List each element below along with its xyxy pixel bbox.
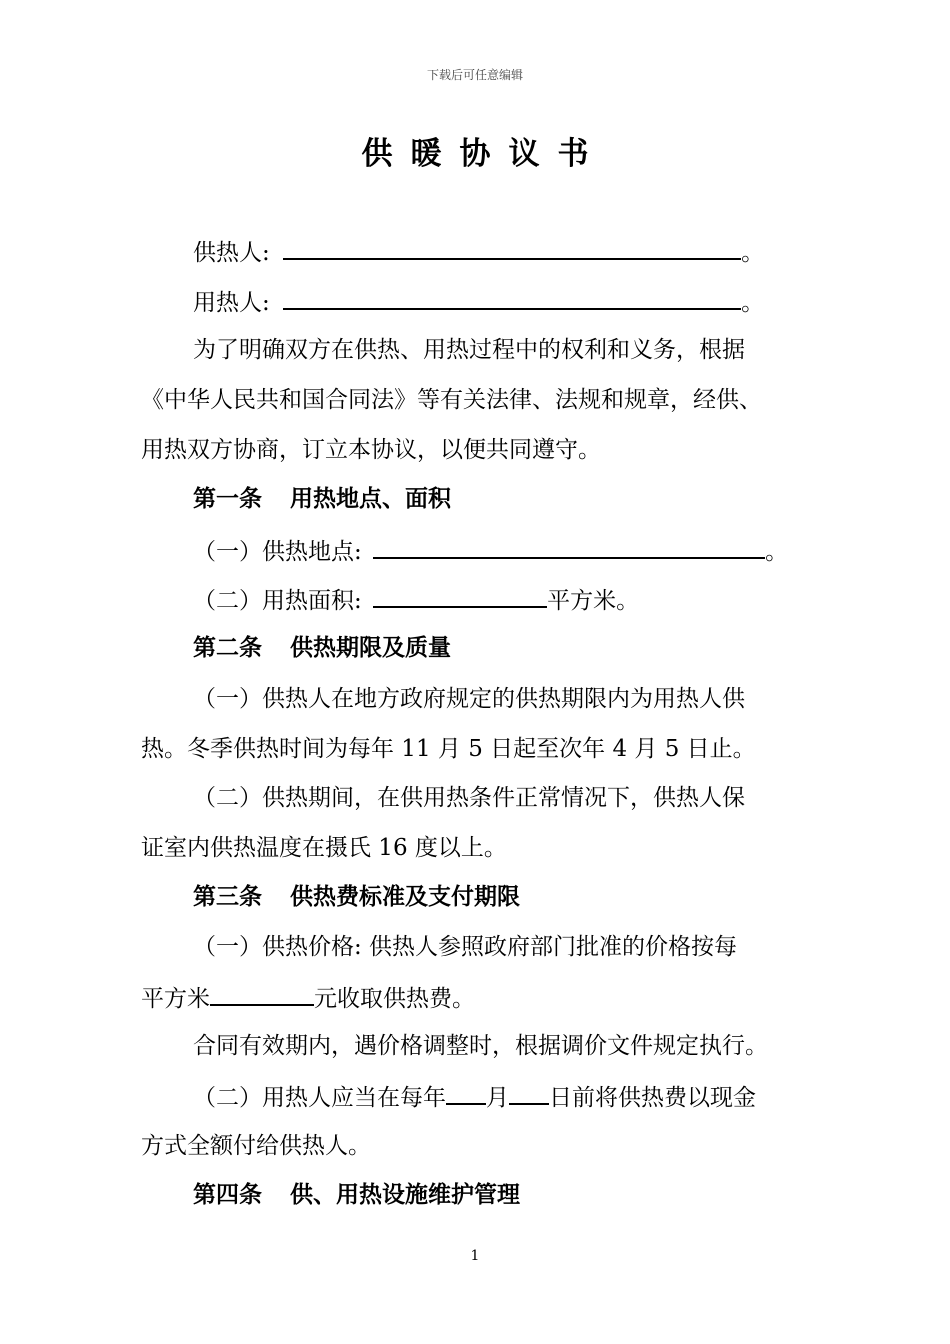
preamble-line-1: 为了明确双方在供热、用热过程中的权利和义务，根据 <box>193 337 745 363</box>
article1-title: 用热地点、面积 <box>290 486 451 512</box>
payment-month-blank[interactable] <box>446 1081 486 1105</box>
preamble-line-2: 《中华人民共和国合同法》等有关法律、法规和规章，经供、 <box>141 387 762 413</box>
supplier-line <box>193 236 764 268</box>
article3-p2: 合同有效期内，遇价格调整时，根据调价文件规定执行。 <box>193 1033 768 1059</box>
article1-heading <box>193 484 451 514</box>
location-end: 。 <box>765 539 789 565</box>
article2-p2-line1: （二）供热期间，在供用热条件正常情况下，供热人保 <box>193 785 745 811</box>
article1-item2 <box>193 584 639 616</box>
user-label: 用热人: <box>193 290 270 316</box>
payment-month-label: 月 <box>486 1085 509 1111</box>
article2-p1-line1: （一）供热人在地方政府规定的供热期限内为用热人供 <box>193 686 745 712</box>
article3-p1-line1: （一）供热价格: 供热人参照政府部门批准的价格按每 <box>193 934 738 960</box>
article3-p3-line2: 方式全额付给供热人。 <box>141 1133 371 1159</box>
location-label: （一）供热地点: <box>193 539 362 565</box>
document-title: 供暖协议书 <box>361 136 607 172</box>
payment-suffix: 日前将供热费以现金 <box>549 1085 756 1111</box>
article1-item1 <box>193 535 788 567</box>
article3-number: 第三条 <box>193 884 262 910</box>
article3-p3-line1 <box>193 1081 756 1113</box>
payment-day-blank[interactable] <box>509 1081 549 1105</box>
supplier-end: 。 <box>741 240 765 266</box>
article4-heading <box>193 1180 520 1210</box>
price-prefix: 平方米 <box>141 986 210 1012</box>
article2-p2-line2: 证室内供热温度在摄氏 16 度以上。 <box>141 835 507 861</box>
article3-heading <box>193 882 520 912</box>
payment-prefix: （二）用热人应当在每年 <box>193 1085 446 1111</box>
supplier-label: 供热人: <box>193 240 270 266</box>
user-blank[interactable] <box>283 286 741 310</box>
preamble-line-3: 用热双方协商，订立本协议，以便共同遵守。 <box>141 437 601 463</box>
article4-title: 供、用热设施维护管理 <box>290 1182 520 1208</box>
location-blank[interactable] <box>373 535 765 559</box>
article3-title: 供热费标准及支付期限 <box>290 884 520 910</box>
article2-number: 第二条 <box>193 635 262 661</box>
article2-heading <box>193 633 451 663</box>
article4-number: 第四条 <box>193 1182 262 1208</box>
price-suffix: 元收取供热费。 <box>314 986 475 1012</box>
area-unit: 平方米。 <box>547 588 640 614</box>
area-blank[interactable] <box>373 584 547 608</box>
supplier-blank[interactable] <box>283 236 741 260</box>
user-line <box>193 286 764 318</box>
price-blank[interactable] <box>210 982 314 1006</box>
article2-title: 供热期限及质量 <box>290 635 451 661</box>
article2-p1-line2: 热。冬季供热时间为每年 11 月 5 日起至次年 4 月 5 日止。 <box>141 736 756 762</box>
page-number: 1 <box>470 1248 480 1264</box>
article3-p1-line2 <box>141 982 475 1014</box>
header-note: 下载后可任意编辑 <box>426 68 523 82</box>
area-label: （二）用热面积: <box>193 588 362 614</box>
article1-number: 第一条 <box>193 486 262 512</box>
user-end: 。 <box>741 290 765 316</box>
